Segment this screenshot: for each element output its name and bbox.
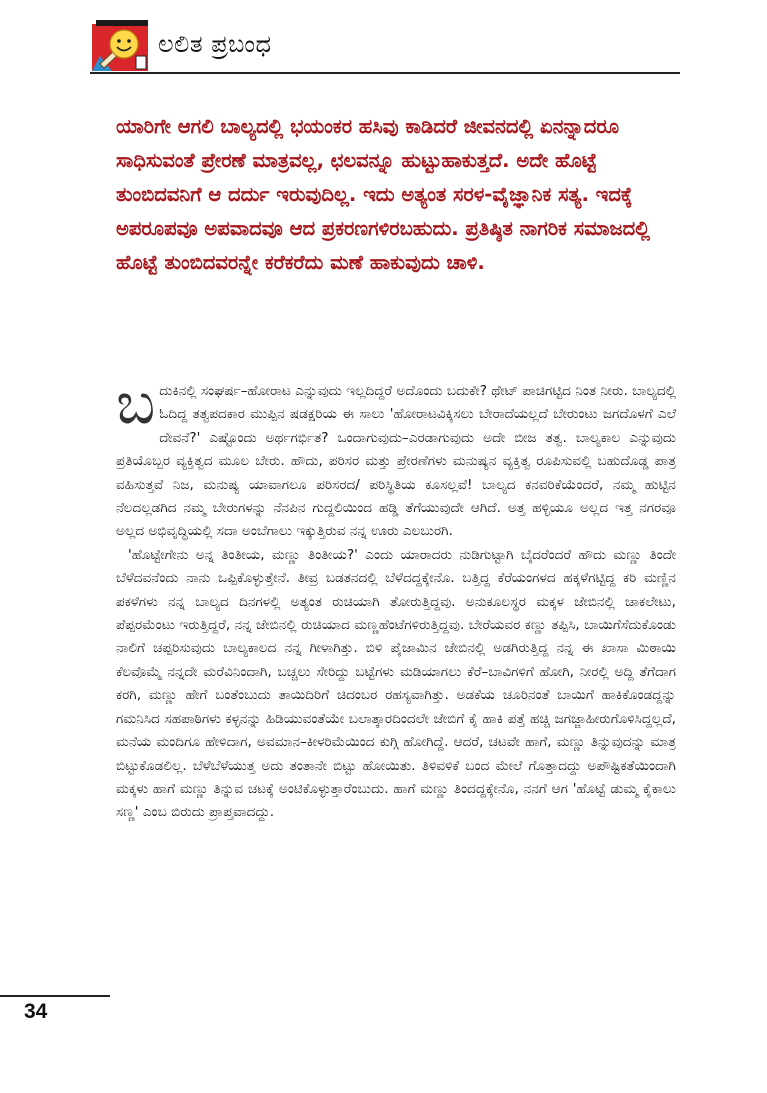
intro-text: ಯಾರಿಗೇ ಆಗಲಿ ಬಾಲ್ಯದಲ್ಲಿ ಭಯಂಕರ ಹಸಿವು ಕಾಡಿದರೆ ಜೀವನದಲ್ಲಿ ಏನನ್ನಾದರೂ ಸಾಧಿಸುವಂತೆ ಪ್ರೇರಣೆ ಮಾತ್ರವಲ್ಲ, ಛಲವನ್ನೂ ಹುಟ್ಟುಹಾಕುತ್ತದೆ. ಅದೇ ಹೊಟ್ಟೆ ತುಂಬಿದವನಿಗೆ ಆ ದರ್ದು ಇರುವುದಿಲ್ಲ. ಇದು ಅತ್ಯಂತ ಸರಳ-ವೈಜ್ಞಾನಿಕ ಸತ್ಯ. ಇದಕ್ಕೆ ಅಪರೂಪವೂ ಅಪವಾದವೂ ಆದ ಪ್ರಕರಣಗಳಿರಬಹುದು. ಪ್ರತಿಷ್ಠಿತ ನಾಗರಿಕ ಸಮಾಜದಲ್ಲಿ ಹೊಟ್ಟೆ ತುಂಬಿದವರನ್ನೇ ಕರೆಕರೆದು ಮಣೆ ಹಾಕುವುದು ಚಾಳಿ. (116, 115, 650, 274)
page-header (0, 0, 767, 80)
article-body (116, 369, 676, 825)
drop-cap: ಬ (116, 369, 156, 437)
header-divider (90, 72, 680, 74)
smiley-pencil-book-icon (90, 18, 152, 73)
page-number: 34 (24, 1000, 48, 1023)
paragraph-2: 'ಹೊಟ್ಟೇಗೇನು ಅನ್ನ ತಿಂತೀಯ, ಮಣ್ಣು ತಿಂತೀಯ?' ಎಂದು ಯಾರಾದರು ನುಡಿಗುಟ್ಟಾಗಿ ಬೈದರೆಂದರೆ ಹೌದು ಮಣ್ಣು ತಿಂದೇ ಬೆಳೆದವನೆಂದು ನಾನು ಒಪ್ಪಿಕೊಳ್ಳುತ್ತೇನೆ. ತೀವ್ರ ಬಡತನದಲ್ಲಿ ಬೆಳೆದದ್ದಕ್ಕೇನೊ. ಬತ್ತಿದ್ದ ಕೆರೆಯಂಗಳದ ಹಕ್ಕಳೆಗಟ್ಟಿದ್ದ ಕರಿ ಮಣ್ಣಿನ ಪಕಳೆಗಳು ನನ್ನ ಬಾಲ್ಯದ ದಿನಗಳಲ್ಲಿ ಅತ್ಯಂತ ರುಚಿಯಾಗಿ ತೋರುತ್ತಿದ್ದವು. ಅನುಕೂಲಸ್ಥರ ಮಕ್ಕಳ ಜೇಬಿನಲ್ಲಿ ಚಾಕಲೇಟು, ಪೆಪ್ಪರಮೆಂಟು ಇರುತ್ತಿದ್ದರೆ, ನನ್ನ ಜೇಬಿನಲ್ಲಿ ರುಚಿಯಾದ ಮಣ್ಣಹೆಂಟೆಗಳಿರುತ್ತಿದ್ದವು. ಬೇರೆಯವರ ಕಣ್ಣು ತಪ್ಪಿಸಿ, ಬಾಯಿಗೆಸೆದುಕೊಂಡು ನಾಲಿಗೆ ಚಪ್ಪರಿಸುವುದು ಬಾಲ್ಯಕಾಲದ ನನ್ನ ಗೀಳಾಗಿತ್ತು. ಬಿಳಿ ಪೈಜಾಮಿನ ಜೇಬಿನಲ್ಲಿ ಅಡಗಿರುತ್ತಿದ್ದ ನನ್ನ ಈ ಖಾಸಾ ಮಿಠಾಯಿ ಕೆಲವೊಮ್ಮೆ ನನ್ನದೇ ಮರೆವಿನಿಂದಾಗಿ, ಬಚ್ಚಲು ಸೇರಿದ್ದು ಬಟ್ಟೆಗಳು ಮಡಿಯಾಗಲು ಕೆರೆ–ಬಾವಿಗಳಿಗೆ ಹೋಗಿ, ನೀರಲ್ಲಿ ಅದ್ದಿ ತೆಗೆದಾಗ ಕರಗಿ, ಮಣ್ಣು ಹೇಗೆ ಬಂತೆಂಬುದು ತಾಯಿದಿರಿಗೆ ಚಿದಂಬರ ರಹಸ್ಯವಾಗಿತ್ತು. ಅಡಕೆಯ ಚೂರಿನಂತೆ ಬಾಯಿಗೆ ಹಾಕಿಕೊಂಡದ್ದನ್ನು ಗಮನಿಸಿದ ಸಹಪಾಠಿಗಳು ಕಳ್ಳನನ್ನು ಹಿಡಿಯುವಂತೆಯೇ ಬಲಾತ್ಕಾರದಿಂದಲೇ ಜೇಬಿಗೆ ಕೈ ಹಾಕಿ ಪತ್ತೆ ಹಚ್ಚಿ ಜಗಜ್ಜಾಹೀರುಗೊಳಿಸಿದ್ದಲ್ಲದೆ, ಮನೆಯ ಮಂದಿಗೂ ಹೇಳಿದಾಗ, ಅವಮಾನ–ಕೀಳರಿಮೆಯಿಂದ ಕುಗ್ಗಿ ಹೋಗಿದ್ದೆ. ಆದರೆ, ಚಟವೇ ಹಾಗೆ, ಮಣ್ಣು ತಿನ್ನುವುದನ್ನು ಮಾತ್ರ ಬಿಟ್ಟುಕೊಡಲಿಲ್ಲ. ಬೆಳೆಬೆಳೆಯುತ್ತ ಅದು ತಂತಾನೇ ಬಿಟ್ಟು ಹೋಯಿತು. ತಿಳಿವಳಿಕೆ ಬಂದ ಮೇಲೆ ಗೊತ್ತಾದದ್ದು ಅಪೌಷ್ಟಿಕತೆಯಿಂದಾಗಿ ಮಕ್ಕಳು ಹಾಗೆ ಮಣ್ಣು ತಿನ್ನುವ ಚಟಕ್ಕೆ ಅಂಟಿಕೊಳ್ಳುತ್ತಾರೆಂಬುದು. ಹಾಗೆ ಮಣ್ಣು ತಿಂದದ್ದಕ್ಕೇನೊ, ನನಗೆ ಆಗ 'ಹೊಟ್ಟೆ ಡುಮ್ಮ ಕೈಕಾಲು ಸಣ್ಣ' ಎಂಬ ಬಿರುದು ಪ್ರಾಪ್ತವಾದದ್ದು. (116, 546, 676, 821)
footer-divider (0, 995, 110, 997)
paragraph-1-text: ದುಕಿನಲ್ಲಿ ಸಂಘರ್ಷ–ಹೋರಾಟ ಎನ್ನುವುದು ಇಲ್ಲದಿದ್ದರೆ ಅದೊಂದು ಬದುಕೇ? ಥೇಟ್ ಪಾಚಿಗಟ್ಟಿದ ನಿಂತ ನೀರು. ಬಾಲ್ಯದಲ್ಲಿ ಓದಿದ್ದ ತತ್ವಪದಕಾರ ಮುಪ್ಪಿನ ಷಡಕ್ಷರಿಯ ಈ ಸಾಲು 'ಹೋರಾಟವಿಕ್ಕಿಸಲು ಬೇರಾದೆಯಲ್ಲದೆ ಬೇರುಂಟು ಜಗದೊಳಗೆ ಎಲೆ ದೇವನೆ?' ಎಷ್ಟೊಂದು ಅರ್ಥಗರ್ಭಿತ? ಒಂದಾಗುವುದು–ಎರಡಾಗುವುದು ಅದೇ ಬೀಜ ತತ್ವ. ಬಾಲ್ಯಕಾಲ ಎನ್ನುವುದು ಪ್ರತಿಯೊಬ್ಬರ ವ್ಯಕ್ತಿತ್ವದ ಮೂಲ ಬೇರು. ಹೌದು, ಪರಿಸರ ಮತ್ತು ಪ್ರೇರಣೆಗಳು ಮನುಷ್ಯನ ವ್ಯಕ್ತಿತ್ವ ರೂಪಿಸುವಲ್ಲಿ ಬಹುದೊಡ್ಡ ಪಾತ್ರ ವಹಿಸುತ್ತವೆ ನಿಜ, ಮನುಷ್ಯ ಯಾವಾಗಲೂ ಪರಿಸರದ/ ಪರಿಸ್ಥಿತಿಯ ಕೂಸಲ್ಲವೆ! ಬಾಲ್ಯದ ಕನವರಿಕೆಯೆಂದರೆ, ನಮ್ಮ ಹುಟ್ಟಿನ ನೆಲದಲ್ಲಡಗಿದ ನಮ್ಮ ಬೇರುಗಳನ್ನು ನೆನಪಿನ ಗುದ್ದಲಿಯಿಂದ ಹಡ್ಡಿ ತೆಗೆಯುವುದೇ ಆಗಿದೆ. ಅತ್ತ ಹಳ್ಳಿಯೂ ಅಲ್ಲದ ಇತ್ತ ನಗರವೂ ಅಲ್ಲದ ಅಭಿವೃದ್ಧಿಯಲ್ಲಿ ಸದಾ ಅಂಬೆಗಾಲು ಇಕ್ಕುತ್ತಿರುವ ನನ್ನ ಊರು ಎಲಬುರಗಿ. (116, 383, 676, 540)
section-title: ಲಲಿತ ಪ್ರಬಂಧ (158, 30, 272, 58)
intro-blurb (116, 110, 676, 280)
paragraph-1 (116, 369, 676, 544)
